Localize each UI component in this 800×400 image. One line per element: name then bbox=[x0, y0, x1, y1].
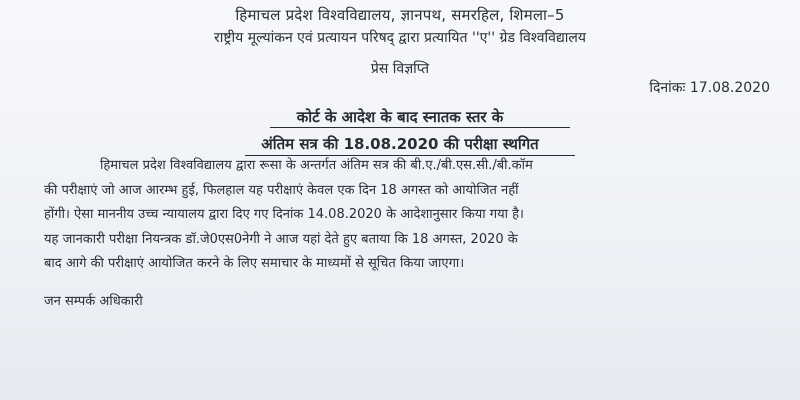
body-line-1: हिमाचल प्रदेश विश्वविद्यालय द्वारा रूसा के अन्तर्गत अंतिम सत्र की बी.ए./बी.एस.सी./बी.कॉम bbox=[100, 158, 533, 173]
body-line-2: की परीक्षाएं जो आज आरम्भ हुई, फिलहाल यह परीक्षाएं केवल एक दिन 18 अगस्त को आयोजित नहीं bbox=[44, 183, 519, 198]
headline-line-1: कोर्ट के आदेश के बाद स्नातक स्तर के bbox=[296, 108, 504, 126]
headline-underline-1 bbox=[270, 127, 570, 128]
document-date: दिनांकः 17.08.2020 bbox=[649, 80, 770, 96]
accreditation-line: राष्ट्रीय मूल्यांकन एवं प्रत्यायन परिषद् द्वारा प्रत्यायित ''ए'' ग्रेड विश्वविद्यालय bbox=[213, 30, 587, 46]
headline-underline-2 bbox=[245, 155, 575, 156]
body-line-5: बाद आगे की परीक्षाएं आयोजित करने के लिए समाचार के माध्यमों से सूचित किया जाएगा। bbox=[44, 256, 465, 271]
university-name: हिमाचल प्रदेश विश्वविद्यालय, ज्ञानपथ, समरहिल, शिमला–5 bbox=[235, 6, 565, 24]
headline-line-2: अंतिम सत्र की 18.08.2020 की परीक्षा स्थगित bbox=[261, 135, 539, 153]
signature-title: जन सम्पर्क अधिकारी bbox=[44, 294, 143, 309]
body-line-3: होंगी। ऐसा माननीय उच्च न्यायालय द्वारा दिए गए दिनांक 14.08.2020 के आदेशानुसार किया गया है। bbox=[44, 207, 524, 222]
document-type-label: प्रेस विज्ञप्ति bbox=[370, 61, 430, 77]
body-line-4: यह जानकारी परीक्षा नियन्त्रक डॉ.जे0एस0नेगी ने आज यहां देते हुए बताया कि 18 अगस्त, 2020 के bbox=[44, 232, 518, 247]
